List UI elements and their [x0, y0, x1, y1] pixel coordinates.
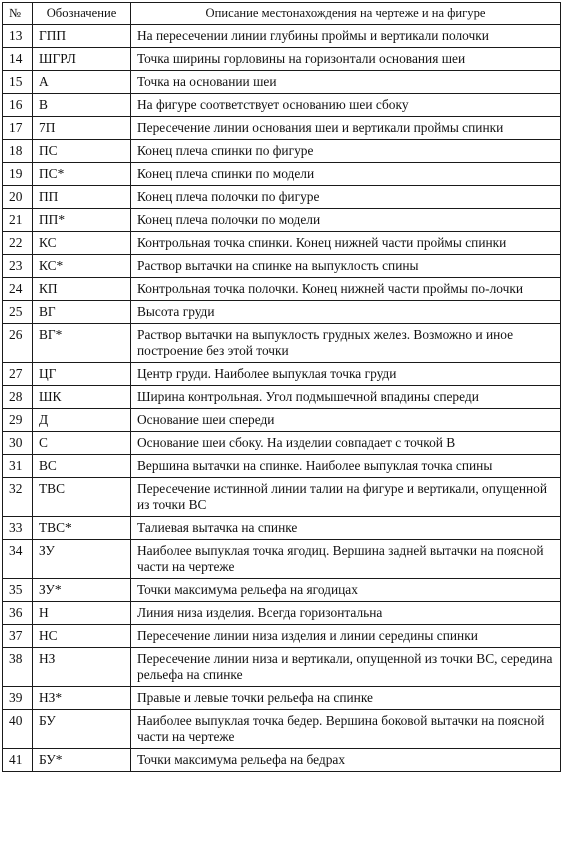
table-row: [3, 232, 561, 255]
row-description: Раствор вытачки на спинке на выпуклость спины: [131, 255, 561, 278]
table-row: [3, 625, 561, 648]
table-row: [3, 432, 561, 455]
row-description: Пересечение линии низа изделия и линии середины спинки: [131, 625, 561, 648]
row-description: Точки максимума рельефа на бедрах: [131, 749, 561, 772]
row-designation: ПС: [33, 140, 131, 163]
row-number: 38: [3, 648, 33, 687]
row-designation: ШГРЛ: [33, 48, 131, 71]
row-number: 32: [3, 478, 33, 517]
row-designation: ТВС: [33, 478, 131, 517]
header-description: Описание местонахождения на чертеже и на фигуре: [131, 3, 561, 25]
row-designation: КП: [33, 278, 131, 301]
row-description: На фигуре соответствует основанию шеи сбоку: [131, 94, 561, 117]
table-row: [3, 301, 561, 324]
table-row: [3, 186, 561, 209]
row-description: Основание шеи сбоку. На изделии совпадает с точкой В: [131, 432, 561, 455]
row-designation: ЗУ: [33, 540, 131, 579]
row-designation: Д: [33, 409, 131, 432]
table-row: [3, 517, 561, 540]
header-code: Обозначение: [33, 3, 131, 25]
row-description: Раствор вытачки на выпуклость грудных желез. Возможно и иное построение без этой точки: [131, 324, 561, 363]
row-description: Вершина вытачки на спинке. Наиболее выпуклая точка спины: [131, 455, 561, 478]
row-number: 16: [3, 94, 33, 117]
table-row: [3, 478, 561, 517]
row-description: Конец плеча спинки по фигуре: [131, 140, 561, 163]
row-designation: ПП*: [33, 209, 131, 232]
row-designation: БУ*: [33, 749, 131, 772]
row-number: 21: [3, 209, 33, 232]
row-number: 27: [3, 363, 33, 386]
table-row: [3, 324, 561, 363]
row-designation: ЦГ: [33, 363, 131, 386]
row-designation: А: [33, 71, 131, 94]
row-number: 33: [3, 517, 33, 540]
row-description: Высота груди: [131, 301, 561, 324]
table-row: [3, 25, 561, 48]
row-designation: ГПП: [33, 25, 131, 48]
row-designation: 7П: [33, 117, 131, 140]
row-number: 28: [3, 386, 33, 409]
table-row: [3, 386, 561, 409]
row-designation: КС: [33, 232, 131, 255]
row-designation: С: [33, 432, 131, 455]
table-row: [3, 94, 561, 117]
row-number: 40: [3, 710, 33, 749]
table-row: [3, 710, 561, 749]
row-designation: ВГ: [33, 301, 131, 324]
row-description: Ширина контрольная. Угол подмышечной впадины спереди: [131, 386, 561, 409]
row-description: Контрольная точка спинки. Конец нижней части проймы спинки: [131, 232, 561, 255]
row-number: 35: [3, 579, 33, 602]
row-description: Наиболее выпуклая точка ягодиц. Вершина задней вытачки на поясной части на чертеже: [131, 540, 561, 579]
row-number: 30: [3, 432, 33, 455]
header-number: №: [3, 3, 33, 25]
row-designation: ЗУ*: [33, 579, 131, 602]
row-designation: ПС*: [33, 163, 131, 186]
row-number: 19: [3, 163, 33, 186]
row-designation: НЗ: [33, 648, 131, 687]
row-description: Пересечение истинной линии талии на фигуре и вертикали, опущенной из точки ВС: [131, 478, 561, 517]
row-designation: ТВС*: [33, 517, 131, 540]
designations-table: [2, 2, 561, 772]
row-description: Точка ширины горловины на горизонтали основания шеи: [131, 48, 561, 71]
row-description: Пересечение линии основания шеи и вертикали проймы спинки: [131, 117, 561, 140]
row-designation: ВС: [33, 455, 131, 478]
table-row: [3, 278, 561, 301]
row-designation: КС*: [33, 255, 131, 278]
table-row: [3, 163, 561, 186]
table-row: [3, 117, 561, 140]
table-body: [3, 25, 561, 772]
row-designation: ПП: [33, 186, 131, 209]
row-number: 39: [3, 687, 33, 710]
row-number: 14: [3, 48, 33, 71]
row-designation: Н: [33, 602, 131, 625]
row-description: Точка на основании шеи: [131, 71, 561, 94]
row-number: 31: [3, 455, 33, 478]
table-row: [3, 579, 561, 602]
table-row: [3, 455, 561, 478]
row-description: Основание шеи спереди: [131, 409, 561, 432]
row-description: Контрольная точка полочки. Конец нижней части проймы по-лочки: [131, 278, 561, 301]
row-designation: БУ: [33, 710, 131, 749]
table-row: [3, 602, 561, 625]
table-row: [3, 409, 561, 432]
row-number: 26: [3, 324, 33, 363]
designations-table-container: [2, 2, 560, 772]
row-number: 23: [3, 255, 33, 278]
row-designation: ВГ*: [33, 324, 131, 363]
row-designation: НЗ*: [33, 687, 131, 710]
row-description: Конец плеча спинки по модели: [131, 163, 561, 186]
row-number: 17: [3, 117, 33, 140]
row-number: 29: [3, 409, 33, 432]
row-designation: В: [33, 94, 131, 117]
row-number: 18: [3, 140, 33, 163]
row-designation: НС: [33, 625, 131, 648]
table-row: [3, 687, 561, 710]
row-number: 37: [3, 625, 33, 648]
table-row: [3, 140, 561, 163]
table-row: [3, 48, 561, 71]
row-description: Пересечение линии низа и вертикали, опущенной из точки ВС, середина рельефа на спинке: [131, 648, 561, 687]
row-number: 34: [3, 540, 33, 579]
row-number: 20: [3, 186, 33, 209]
row-designation: ШК: [33, 386, 131, 409]
row-description: Наиболее выпуклая точка бедер. Вершина боковой вытачки на поясной части на чертеже: [131, 710, 561, 749]
table-row: [3, 363, 561, 386]
row-description: Линия низа изделия. Всегда горизонтальна: [131, 602, 561, 625]
row-number: 25: [3, 301, 33, 324]
row-description: Правые и левые точки рельефа на спинке: [131, 687, 561, 710]
row-description: Конец плеча полочки по фигуре: [131, 186, 561, 209]
table-row: [3, 209, 561, 232]
row-description: На пересечении линии глубины проймы и вертикали полочки: [131, 25, 561, 48]
row-number: 22: [3, 232, 33, 255]
row-description: Точки максимума рельефа на ягодицах: [131, 579, 561, 602]
row-number: 36: [3, 602, 33, 625]
row-number: 13: [3, 25, 33, 48]
table-row: [3, 648, 561, 687]
table-row: [3, 71, 561, 94]
row-number: 24: [3, 278, 33, 301]
table-header: [3, 3, 561, 25]
header-row: [3, 3, 561, 25]
row-description: Конец плеча полочки по модели: [131, 209, 561, 232]
row-number: 15: [3, 71, 33, 94]
table-row: [3, 540, 561, 579]
table-row: [3, 749, 561, 772]
table-row: [3, 255, 561, 278]
row-number: 41: [3, 749, 33, 772]
row-description: Талиевая вытачка на спинке: [131, 517, 561, 540]
row-description: Центр груди. Наиболее выпуклая точка груди: [131, 363, 561, 386]
